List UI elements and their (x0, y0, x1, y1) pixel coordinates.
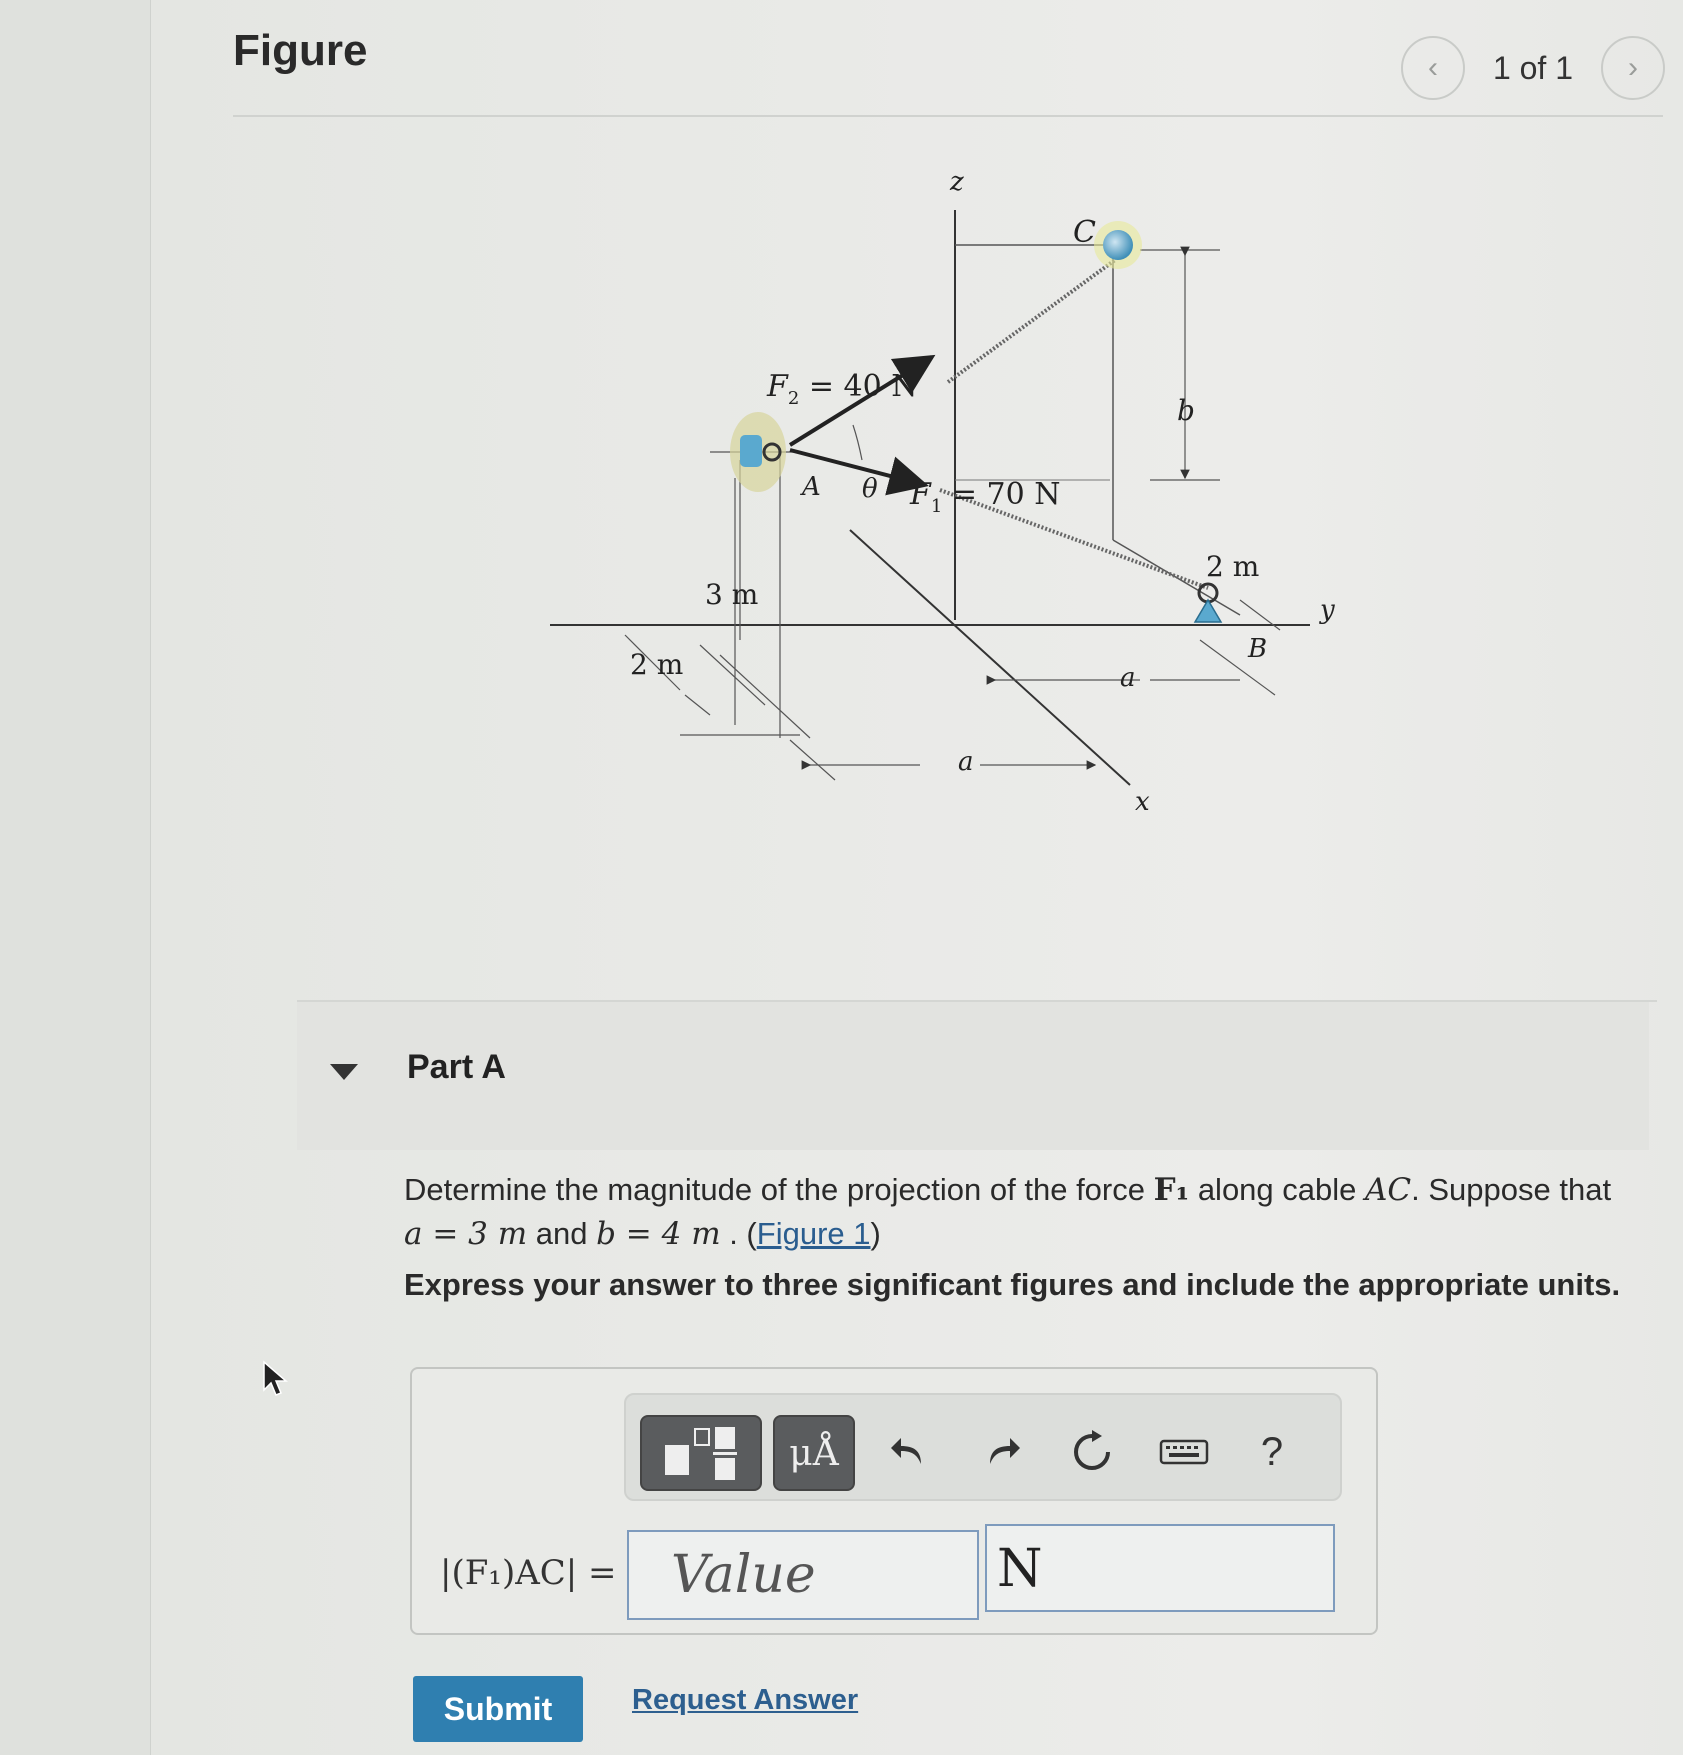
theta-label: θ (862, 474, 878, 504)
math-toolbar (624, 1393, 1342, 1501)
keyboard-icon[interactable] (1149, 1421, 1219, 1483)
dim-a-bottom: a (958, 747, 974, 777)
point-c-label: C (1073, 215, 1096, 250)
figure-title: Figure (233, 26, 368, 75)
f2-label: $F_2 = 40$ N (767, 369, 918, 409)
question-text: Determine the magnitude of the projection of the force F₁ along cable AC. Suppose that a = 3 m and b = 4 m . (Figure 1) (404, 1172, 1612, 1252)
part-a-header[interactable] (297, 1002, 1649, 1150)
value-input[interactable]: Value (627, 1530, 979, 1620)
f1-label: $F_1 = 70$ N (910, 477, 1061, 517)
unit-input[interactable]: N (985, 1524, 1335, 1612)
axis-z-label: z (950, 167, 964, 197)
pager-text: 1 of 1 (1492, 49, 1573, 86)
figure-link[interactable]: Figure 1 (756, 1216, 871, 1251)
left-sidebar (0, 0, 151, 1755)
axis-x-label: x (1135, 787, 1150, 817)
dim-a-right: a (1120, 663, 1136, 693)
divider (233, 115, 1663, 117)
cable-ac (948, 260, 1115, 382)
units-button[interactable]: μÅ (773, 1415, 855, 1491)
redo-icon[interactable] (971, 1421, 1033, 1483)
dim-2m-left: 2 m (630, 648, 684, 681)
dim-b-label: b (1177, 394, 1195, 427)
x-axis (850, 530, 1130, 785)
templates-button[interactable] (640, 1415, 762, 1491)
force-symbol: F₁ (1153, 1172, 1190, 1208)
part-title: Part A (407, 1048, 506, 1086)
mouse-cursor-icon (262, 1360, 292, 1400)
force-diagram (540, 160, 1370, 840)
chevron-right-icon: › (1628, 51, 1638, 84)
submit-button[interactable]: Submit (413, 1676, 583, 1742)
answer-label: |(F₁)AC| = (440, 1553, 617, 1593)
request-answer-link[interactable]: Request Answer (632, 1684, 859, 1716)
prev-figure-button[interactable] (1401, 36, 1465, 100)
dim-2m-right: 2 m (1206, 550, 1260, 583)
reset-icon[interactable] (1061, 1421, 1123, 1483)
next-figure-button[interactable] (1601, 36, 1665, 100)
undo-icon[interactable] (878, 1421, 940, 1483)
instruction-text: Express your answer to three significant figures and include the appropriate units. (404, 1267, 1621, 1302)
point-a-label: A (802, 472, 821, 502)
axis-y-label: y (1320, 595, 1335, 625)
caret-down-icon[interactable] (330, 1064, 358, 1080)
figure-pager (1401, 36, 1665, 100)
cable-symbol: AC (1365, 1172, 1412, 1208)
chevron-left-icon: ‹ (1427, 51, 1438, 84)
fraction-template-icon (661, 1423, 741, 1483)
dim-3m: 3 m (705, 578, 759, 611)
help-button[interactable]: ? (1260, 1429, 1284, 1474)
point-b-label: B (1248, 634, 1268, 664)
